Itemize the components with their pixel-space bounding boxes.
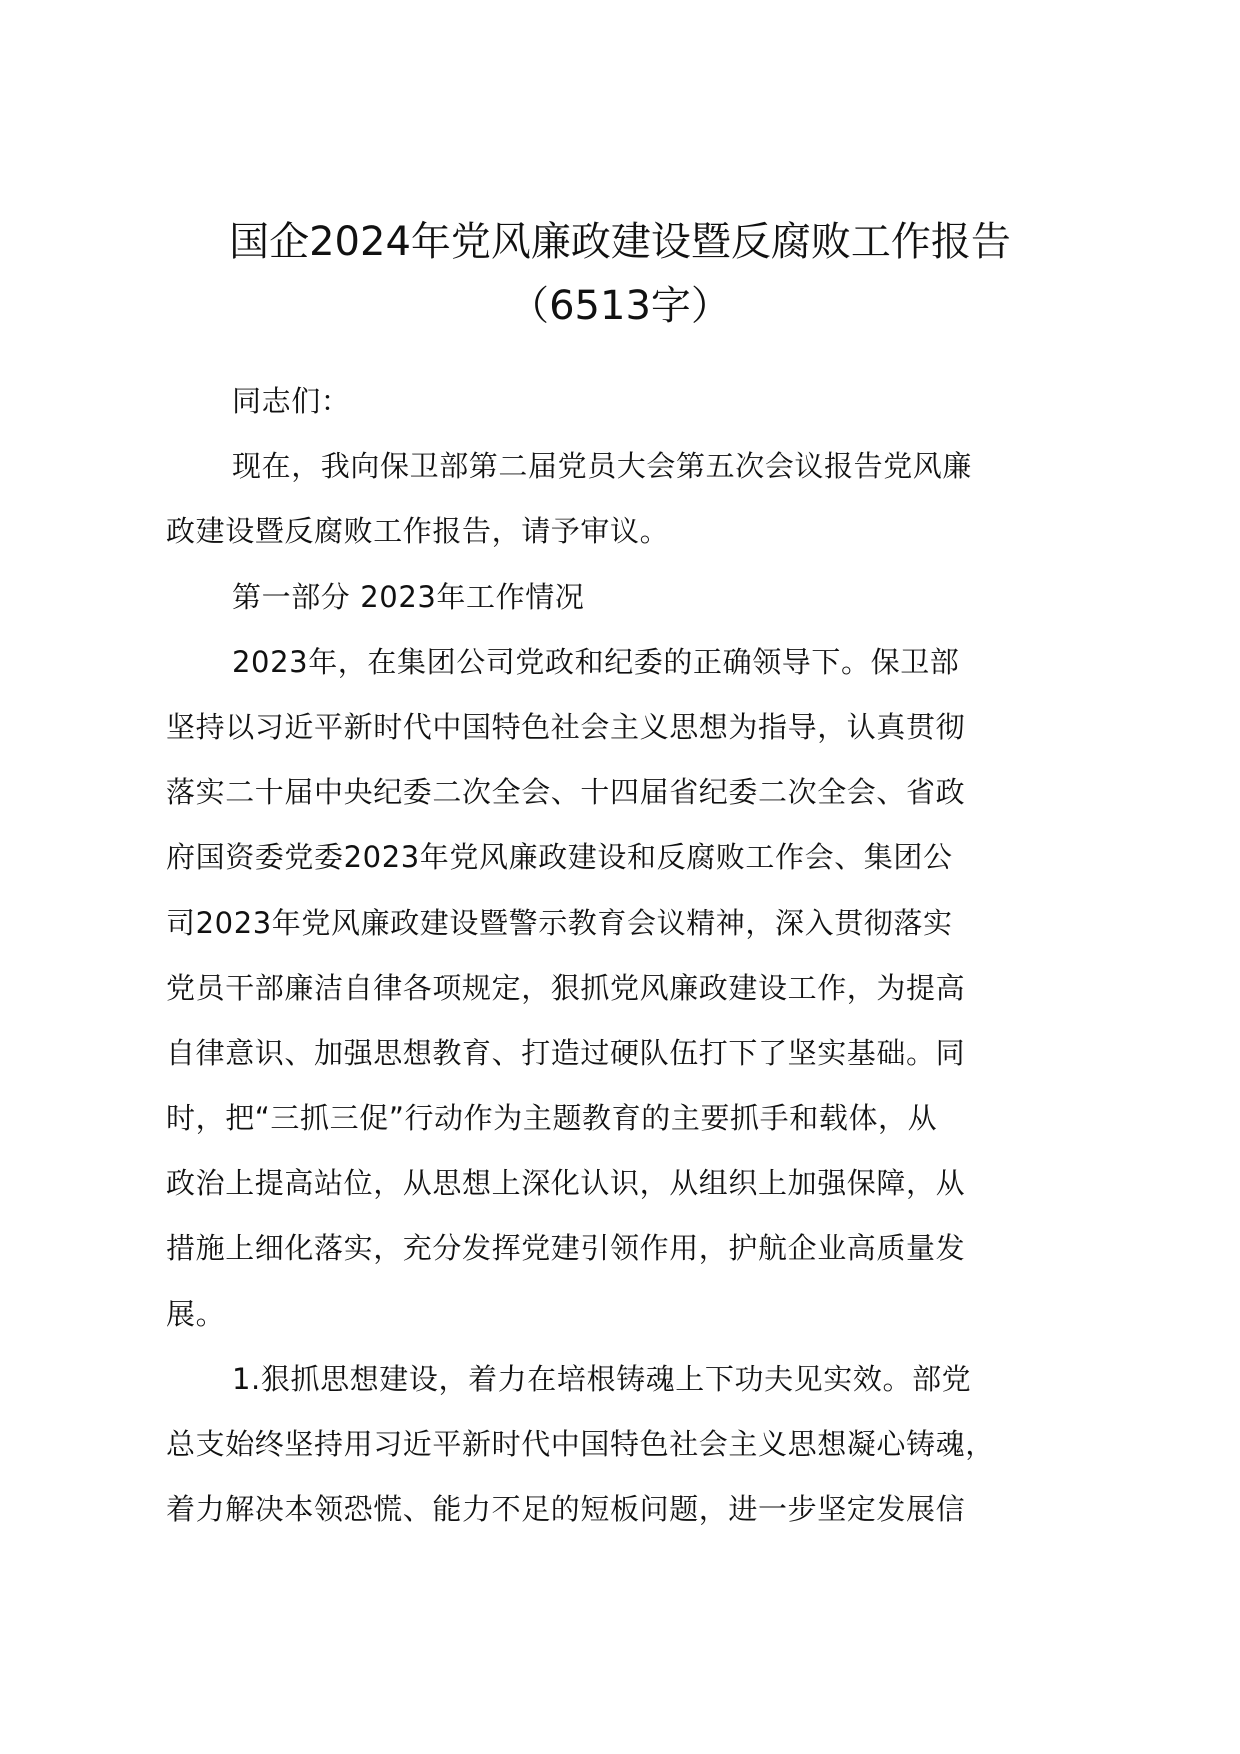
body-line: 时，把“三抓三促”行动作为主题教育的主要抓手和载体，从 (166, 1101, 938, 1136)
body-line: 坚持以习近平新时代中国特色社会主义思想为指导，认真贯彻 (166, 709, 966, 744)
body-line: 自律意识、加强思想教育、打造过硬队伍打下了坚实基础。同 (166, 1035, 966, 1070)
body-line: 同志们： (232, 384, 351, 418)
document-title (140, 210, 1100, 338)
body-line: 着力解决本领恐慌、能力不足的短板问题，进一步坚定发展信 (166, 1492, 966, 1527)
body-line: 政建设暨反腐败工作报告，请予审议。 (166, 514, 670, 549)
body-line: 措施上细化落实，充分发挥党建引领作用，护航企业高质量发 (166, 1231, 966, 1266)
title-line-2: （6513字） (509, 283, 731, 329)
body-line: 府国资委党委2023年党风廉政建设和反腐败工作会、集团公 (166, 840, 953, 875)
body-line: 党员干部廉洁自律各项规定，狠抓党风廉政建设工作，为提高 (166, 970, 966, 1005)
body-line: 1.狠抓思想建设，着力在培根铸魂上下功夫见实效。部党 (232, 1361, 972, 1396)
section-heading: 第一部分 2023年工作情况 (232, 579, 585, 614)
body-line: 展。 (166, 1296, 226, 1331)
document-body (166, 369, 1086, 1542)
body-line: 总支始终坚持用习近平新时代中国特色社会主义思想凝心铸魂， (166, 1427, 995, 1461)
title-line-1: 国企2024年党风廉政建设暨反腐败工作报告 (229, 219, 1011, 265)
body-line: 现在，我向保卫部第二届党员大会第五次会议报告党风廉 (232, 449, 973, 484)
body-line: 落实二十届中央纪委二次全会、十四届省纪委二次全会、省政 (166, 775, 966, 810)
body-line: 司2023年党风廉政建设暨警示教育会议精神，深入贯彻落实 (166, 905, 953, 940)
body-line: 政治上提高站位，从思想上深化认识，从组织上加强保障，从 (166, 1166, 966, 1201)
body-line: 2023年，在集团公司党政和纪委的正确领导下。保卫部 (232, 644, 960, 679)
